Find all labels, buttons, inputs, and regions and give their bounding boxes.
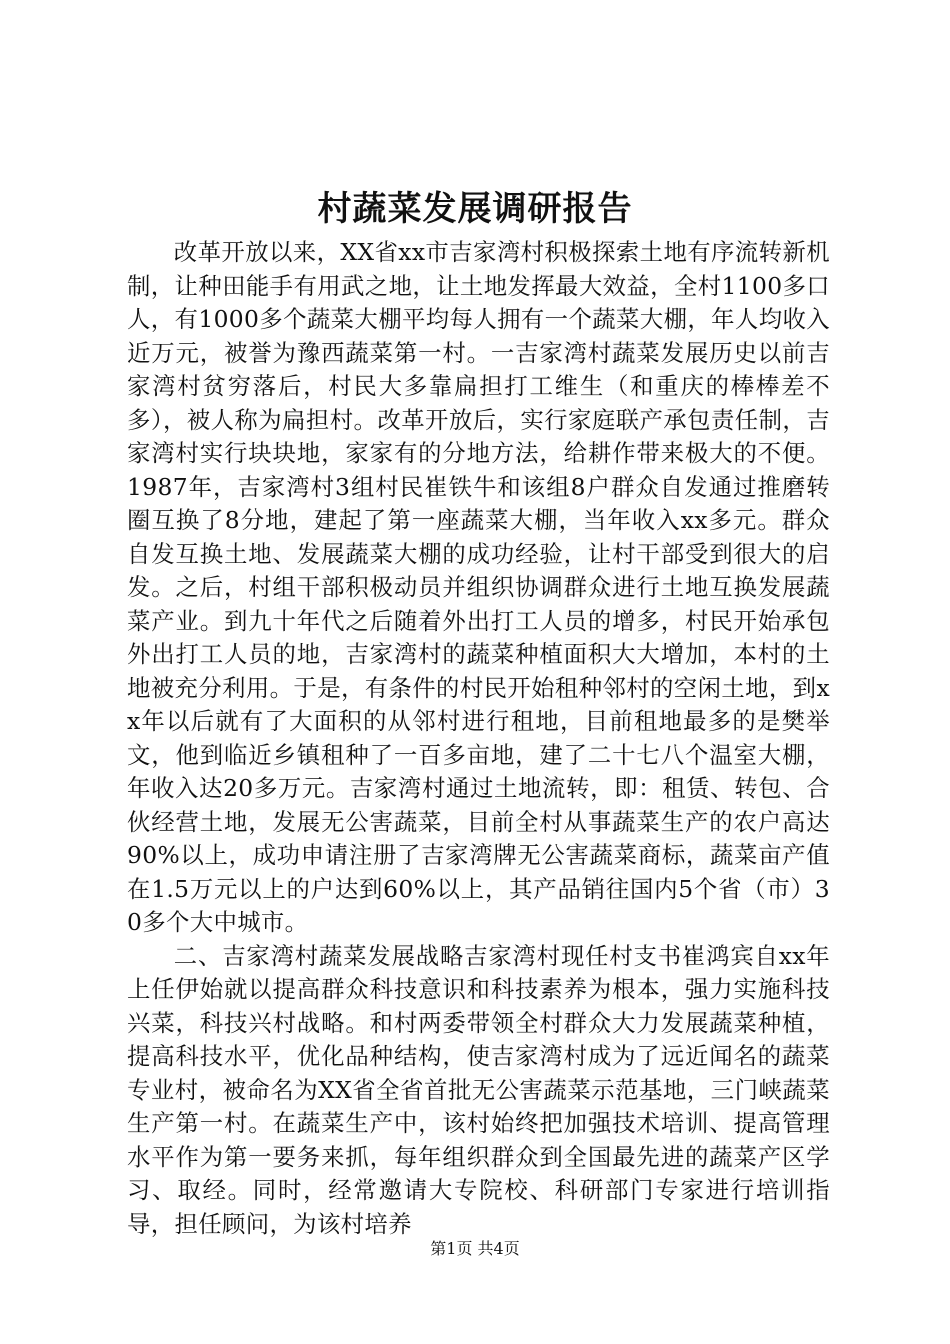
- page-number-footer: 第1页 共4页: [430, 1239, 520, 1258]
- document-body: [127, 236, 830, 1241]
- paragraph-1: 改革开放以来，XX省xx市吉家湾村积极探索土地有序流转新机制，让种田能手有用武之地，让土地发挥最大效益，全村1100多口人，有1000多个蔬菜大棚平均每人拥有一个蔬菜大棚，年人均收入近万元，被誉为豫西蔬菜第一村。一吉家湾村蔬菜发展历史以前吉家湾村贫穷落后，村民大多靠扁担打工维生（和重庆的棒棒差不多），被人称为扁担村。改革开放后，实行家庭联产承包责任制，吉家湾村实行块块地，家家有的分地方法，给耕作带来极大的不便。1987年，吉家湾村3组村民崔铁牛和该组8户群众自发通过推磨转圈互换了8分地，建起了第一座蔬菜大棚，当年收入xx多元。群众自发互换土地、发展蔬菜大棚的成功经验，让村干部受到很大的启发。之后，村组干部积极动员并组织协调群众进行土地互换发展蔬菜产业。到九十年代之后随着外出打工人员的增多，村民开始承包外出打工人员的地，吉家湾村的蔬菜种植面积大大增加，本村的土地被充分利用。于是，有条件的村民开始租种邻村的空闲土地，到xx年以后就有了大面积的从邻村进行租地，目前租地最多的是樊举文，他到临近乡镇租种了一百多亩地，建了二十七八个温室大棚，年收入达20多万元。吉家湾村通过土地流转，即：租赁、转包、合伙经营土地，发展无公害蔬菜，目前全村从事蔬菜生产的农户高达90%以上，成功申请注册了吉家湾牌无公害蔬菜商标，蔬菜亩产值在1.5万元以上的户达到60%以上，其产品销往国内5个省（市）30多个大中城市。: [127, 238, 830, 936]
- paragraph-2: 二、吉家湾村蔬菜发展战略吉家湾村现任村支书崔鸿宾自xx年上任伊始就以提高群众科技意识和科技素养为根本，强力实施科技兴菜，科技兴村战略。和村两委带领全村群众大力发展蔬菜种植，提高科技水平，优化品种结构，使吉家湾村成为了远近闻名的蔬菜专业村，被命名为XX省全省首批无公害蔬菜示范基地，三门峡蔬菜生产第一村。在蔬菜生产中，该村始终把加强技术培训、提高管理水平作为第一要务来抓，每年组织群众到全国最先进的蔬菜产区学习、取经。同时，经常邀请大专院校、科研部门专家进行培训指导，担任顾问，为该村培养: [127, 941, 830, 1238]
- document-title: 村蔬菜发展调研报告: [317, 189, 633, 229]
